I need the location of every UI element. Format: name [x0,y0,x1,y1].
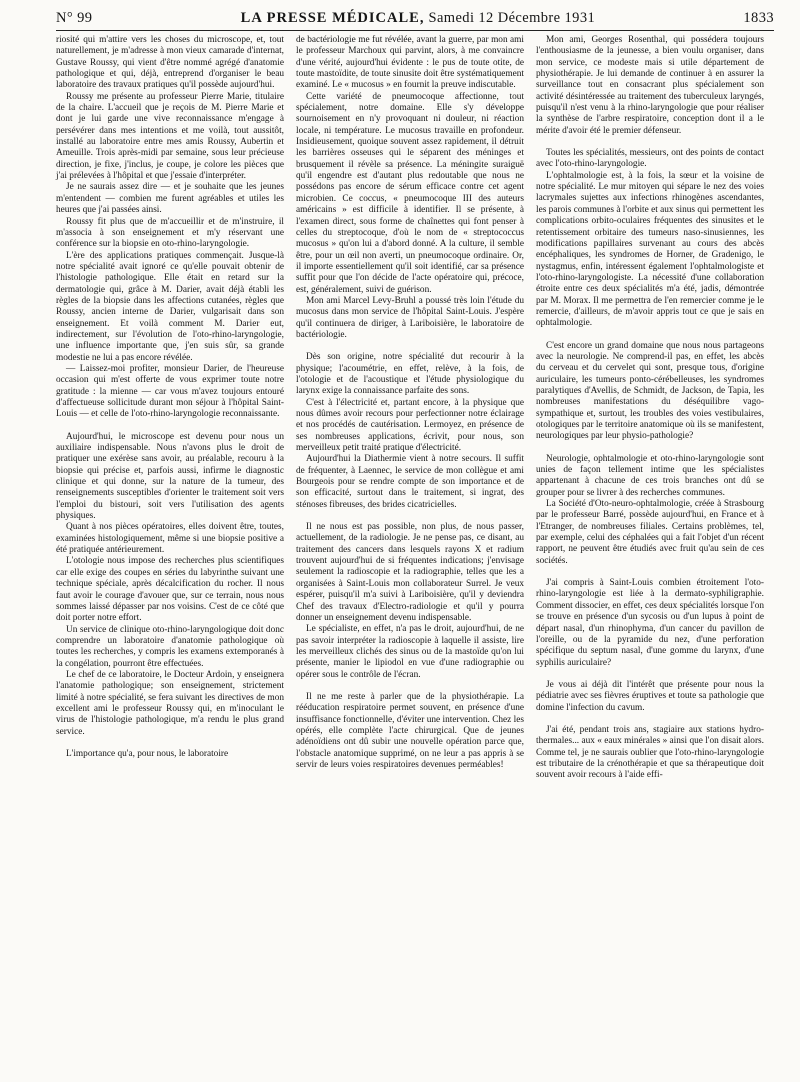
paragraph: Je vous ai déjà dit l'intérêt que présente pour nous la pédiatrie avec ses fièvres éruptives et toute sa pathologie que domine l'infection du cavum. [536,679,764,713]
paragraph: Le chef de ce laboratoire, le Docteur Ardoin, y enseignera l'anatomie pathologique; son enseignement, strictement limité à notre spécialité, se fera suivant les directives de mon excellent ami le professeur Roussy qui, en m'inoculant le virus de l'histologie pathologique, m'a rendu le plus grand service. [56,669,284,737]
section-gap [56,421,284,432]
paragraph: riosité qui m'attire vers les choses du microscope, et, tout naturellement, je m'adresse à mon vieux camarade d'internat, Gustave Roussy, qui vient d'être nommé agrégé d'anatomie pathologique et qui, déjà, entreprend d'organiser le beau laboratoire des travaux pratiques qu'il possède aujourd'hui. [56,35,284,91]
paragraph: Aujourd'hui, le microscope est devenu pour nous un auxiliaire indispensable. Nous n'avons plus le droit de pratiquer une exérèse sans avoir, au préalable, recouru à la biopsie qui précise et, parfois aussi, infirme le diagnostic clinique et qui donne, sur la nature de la tumeur, des renseignements susceptibles d'orienter le traitement soit vers l'emploi du bistouri, soit vers l'utilisation des agents physiques. [56,431,284,522]
paragraph: J'ai compris à Saint-Louis combien étroitement l'oto-rhino-laryngologie est liée à la dermato-syphiligraphie. Comment dissocier, en effet, ces deux spécialités lorsque l'on se trouve en présence d'un sycosis ou d'un lupus à point de départ nasal, d'un rhinophyma, d'un cancer du pavillon de l'oreille, ou de la pyramide du nez, d'une perforation spécifique du septum nasal, d'une gomme du larynx, d'une syphilis auriculaire? [536,578,764,668]
paragraph: La Société d'Oto-neuro-ophtalmologie, créée à Strasbourg par le professeur Barré, possède aujourd'hui, en France et à l'Etranger, de nombreuses filiales. Certains problèmes, tel, par exemple, celui des céphalées qui a fait l'objet d'un récent rapport, ne peuvent être étudiés avec fruit qu'au sein de ces sociétés. [536,499,764,566]
paragraph: Aujourd'hui la Diathermie vient à notre secours. Il suffit de fréquenter, à Laennec, le service de mon collègue et ami Bourgeois pour se rendre compte de son importance et de son efficacité, surtout dans le traitement, si ingrat, des sténoses fibreuses, des brides cicatricielles. [296,454,524,510]
paragraph: L'ère des applications pratiques commençait. Jusque-là notre spécialité avait ignoré ce qu'elle pouvait obtenir de l'histologie pathologique. Elle était en retard sur la dermatologie qui, grâce à M. Darier, avait déjà établi les règles de la biopsie dans les affections cutanées, règles que Roussy, ancien interne de Darier, vulgarisait dans son enseignement. Et voilà comment M. Darier eut, indirectement, sur l'évolution de l'oto-rhino-laryngologie, une influence importante que, j'en suis sûr, sa grande modestie ne lui a pas encore révélée. [56,250,284,363]
paragraph: L'otologie nous impose des recherches plus scientifiques car elle exige des coupes en séries du labyrinthe suivant une technique spéciale, après décalcification du rocher. Il nous faut avoir le courage d'avouer que, sur ce terrain, nous nous sommes laissé dépasser par nos voisins. C'est de ce côté que doit porter notre effort. [56,556,284,624]
paragraph: C'est encore un grand domaine que nous nous partageons avec la neurologie. Ne comprend-il pas, en effet, les abcès du cerveau et du cervelet qui sont, presque tous, d'origine auriculaire, les tumeurs ponto-cérébelleuses, les syndromes paralytiques d'Avellis, de Schmidt, de Jackson, de Tapia, les nombreuses manifestations du déséquilibre vago-sympathique et, surtout, les troubles des voies vestibulaires, otologiques par le territoire anatomique où ils se manifestent, neurologiques par leur physio-pathologie? [536,340,764,442]
paragraph: Toutes les spécialités, messieurs, ont des points de contact avec l'oto-rhino-laryngologie. [536,148,764,170]
publication-title: LA PRESSE MÉDICALE, [240,10,425,26]
paragraph: Dès son origine, notre spécialité dut recourir à la physique; l'acoumétrie, en effet, relève, à la fois, de l'otologie et de l'acoustique et l'étude physiologique du larynx exige la connaissance parfaite des sons. [296,352,524,397]
page-number: 1833 [743,10,774,26]
paragraph: — Laissez-moi profiter, monsieur Darier, de l'heureuse occasion qui m'est offerte de vous exprimer toute notre gratitude : la mienne — car vous m'avez toujours entouré d'affectueuse sollicitude durant mon séjour à l'hôpital Saint-Louis — et celle de l'oto-rhino-laryngologie reconnaissante. [56,363,284,420]
paragraph: L'importance qu'a, pour nous, le laboratoire [66,748,229,759]
column-3 [536,35,764,782]
paragraph: Quant à nos pièces opératoires, elles doivent être, toutes, examinées histologiquement, même si une biopsie positive a été pratiquée antérieurement. [56,522,284,556]
paragraph: Il ne nous est pas possible, non plus, de nous passer, actuellement, de la radiologie. Je ne pense pas, ce disant, au traitement des cancers dans lesquels rayons X et radium trouvent aujourd'hui de si fréquentes indications; j'envisage seulement la radioscopie et la radiographie, telles que les a organisées à Saint-Louis mon collaborateur Surrel. Je veux espérer, puisqu'il m'a suivi à Lariboisière, qu'il y deviendra Chef des travaux d'Electro-radiologie et qu'il y pourra donner un enseignement devenu indispensable. [296,522,524,623]
paragraph: Un service de clinique oto-rhino-laryngologique doit donc comprendre un laboratoire d'anatomie pathologique où toutes les recherches, y compris les examens extemporanés à la congélation, pourront être effectuées. [56,624,284,669]
section-gap [536,669,764,680]
paragraph: Roussy fit plus que de m'accueillir et de m'instruire, il m'associa à son enseignement et m'y réservant une conférence sur la biopsie en oto-rhino-laryngologie. [56,216,284,250]
paragraph: C'est à l'électricité et, partant encore, à la physique que nous dûmes avoir recours pour perfectionner notre éclairage et nos procédés de cautérisation. Lermoyez, en présence de ses nombreuses applications, écrivit, pour nous, son merveilleux petit traité pratique d'électricité. [296,397,524,454]
paragraph: Cette variété de pneumocoque affectionne, tout spécialement, notre domaine. Elle s'y développe sournoisement en n'y provoquant ni douleur, ni réaction locale, ni température. Le mucosus travaille en profondeur. Insidieusement, quoique souvent assez rapidement, il détruit les barrières osseuses qui le séparent des méninges et brusquement il révèle sa présence. La méningite suraiguë qu'il engendre est d'autant plus redoutable que nous ne possédons pas encore de sérum efficace contre cet agent microbien. Ce coccus, « pneumocoque III des auteurs américains » est difficile à identifier. Il se présente, à l'examen direct, sous forme de chaînettes qui font penser à celles du streptocoque, d'où le nom de « streptococcus mucosus » qu'on lui a d'abord donné. A la culture, il semble être, pour un œil non averti, un pneumocoque ordinaire. Or, il importe essentiellement qu'il soit identifié, car sa présence suffit pour que l'on décide de l'acte opératoire qui, précoce, est, généralement, suivi de guérison. [296,91,524,295]
paragraph: Mon ami Marcel Levy-Bruhl a poussé très loin l'étude du mucosus dans mon service de l'hôpital Saint-Louis. J'espère qu'il continuera de diriger, à Lariboisière, le laboratoire de bactériologie. [296,295,524,340]
column-1 [56,35,284,782]
section-gap [296,341,524,352]
paragraph: Neurologie, ophtalmologie et oto-rhino-laryngologie sont unies de façon tellement intime que les spécialistes appartenant à chacune de ces trois branches ont dû se grouper pour se livrer à des recherches communes. [536,453,764,498]
column-2 [296,35,524,782]
paragraph: L'ophtalmologie est, à la fois, la sœur et la voisine de notre spécialité. Le mur mitoyen qui sépare le nez des voies lacrymales sujettes aux infections rhinogènes ascendantes, les parois communes à l'orbite et aux sinus qui permettent les complications orbito-oculaires fréquentes des sinusites et le retentissement orbitaire des tumeurs naso-sinusiennes, les modifications papillaires survenant au cours des abcès encéphaliques, les syndromes de Horner, de Gradenigo, le nystagmus, enfin, intéressent également l'ophtalmologiste et l'oto-rhino-laryngologiste. La nécessité d'une collaboration étroite entre ces deux spécialités m'a été, jadis, démontrée par M. Morax. Il me permettra de l'en remercier comme je le remercie, d'ailleurs, de m'avoir appris tout ce que je sais en ophtalmologie. [536,170,764,329]
paragraph: Il ne me reste à parler que de la physiothérapie. La rééducation respiratoire permet souvent, en présence d'une insuffisance fonctionnelle, d'éviter une intervention. Chez les opérés, elle complète l'acte chirurgical. Que de jeunes adénoïdiens ont dû subir une nouvelle opération parce que, l'obstacle anatomique supprimé, on ne leur a pas appris à se servir de leurs voies respiratoires devenues perméables! [296,691,524,770]
publication-date: Samedi 12 Décembre 1931 [428,10,596,26]
issue-number: N° 99 [56,10,93,26]
page-header [56,10,774,31]
paragraph: Je ne saurais assez dire — et je souhaite que les jeunes m'entendent — combien me furent agréables et utiles les heures que j'ai passées ainsi. [56,182,284,216]
section-gap [536,330,764,341]
section-gap [536,567,764,578]
section-gap [296,511,524,522]
paragraph: J'ai été, pendant trois ans, stagiaire aux stations hydro-thermales... aux « eaux minérales » ainsi que l'on disait alors. Comme tel, je ne saurais oublier que l'oto-rhino-laryngologie est tributaire de la crénothérapie et que sa thérapeutique doit souvent avoir recours à l'aide effi- [536,724,764,781]
publication-line [241,10,595,27]
text-columns [56,35,774,782]
paragraph: Le spécialiste, en effet, n'a pas le droit, aujourd'hui, de ne pas savoir interpréter la radioscopie à laquelle il assiste, lire les merveilleux clichés des sinus ou de la mastoïde qu'on lui présente, manier le lipiodol en vue d'une radiographie ou opérer sous le contrôle de l'écran. [296,624,524,680]
section-gap [296,681,524,692]
section-gap [536,443,764,454]
paragraph: Roussy me présente au professeur Pierre Marie, titulaire de la chaire. L'accueil que je reçois de M. Pierre Marie et dont je lui garde une vive reconnaissance m'engage à persévérer dans mes intentions et me voilà, tout aussitôt, installé au laboratoire entre mes amis Roussy, Aubertin et Ameuille. Trois après-midi par semaine, sous leur précieuse direction, je fixe, j'inclus, je coupe, je colore les pièces que j'ai prélevées à l'hôpital et que j'essaie d'interpréter. [56,91,284,182]
paragraph: de bactériologie me fut révélée, avant la guerre, par mon ami le professeur Marchoux qui parvint, alors, à me convaincre d'une vérité, aujourd'hui évidente : le pus de toute otite, de toute mastoïdite, de toute sinusite doit être systématiquement examiné. Le « mucosus » en fournit la preuve indiscutable. [296,35,524,91]
paragraph: Mon ami, Georges Rosenthal, qui possédera toujours l'enthousiasme de la jeunesse, a bien voulu organiser, dans mon service, ce modeste mais si utile département de physiothérapie. Je lui demande de continuer à en assurer la surveillance tout en consacrant plus spécialement son activité désintéressée au traitement des tuberculeux laryngés, puisqu'il n'est venu à la rhino-laryngologie que pour réaliser la synthèse de l'arbre respiratoire, conception dont il a le mérite d'avoir été le premier défenseur. [536,35,764,136]
section-gap [56,738,284,749]
section-gap [536,137,764,148]
section-gap [536,714,764,725]
